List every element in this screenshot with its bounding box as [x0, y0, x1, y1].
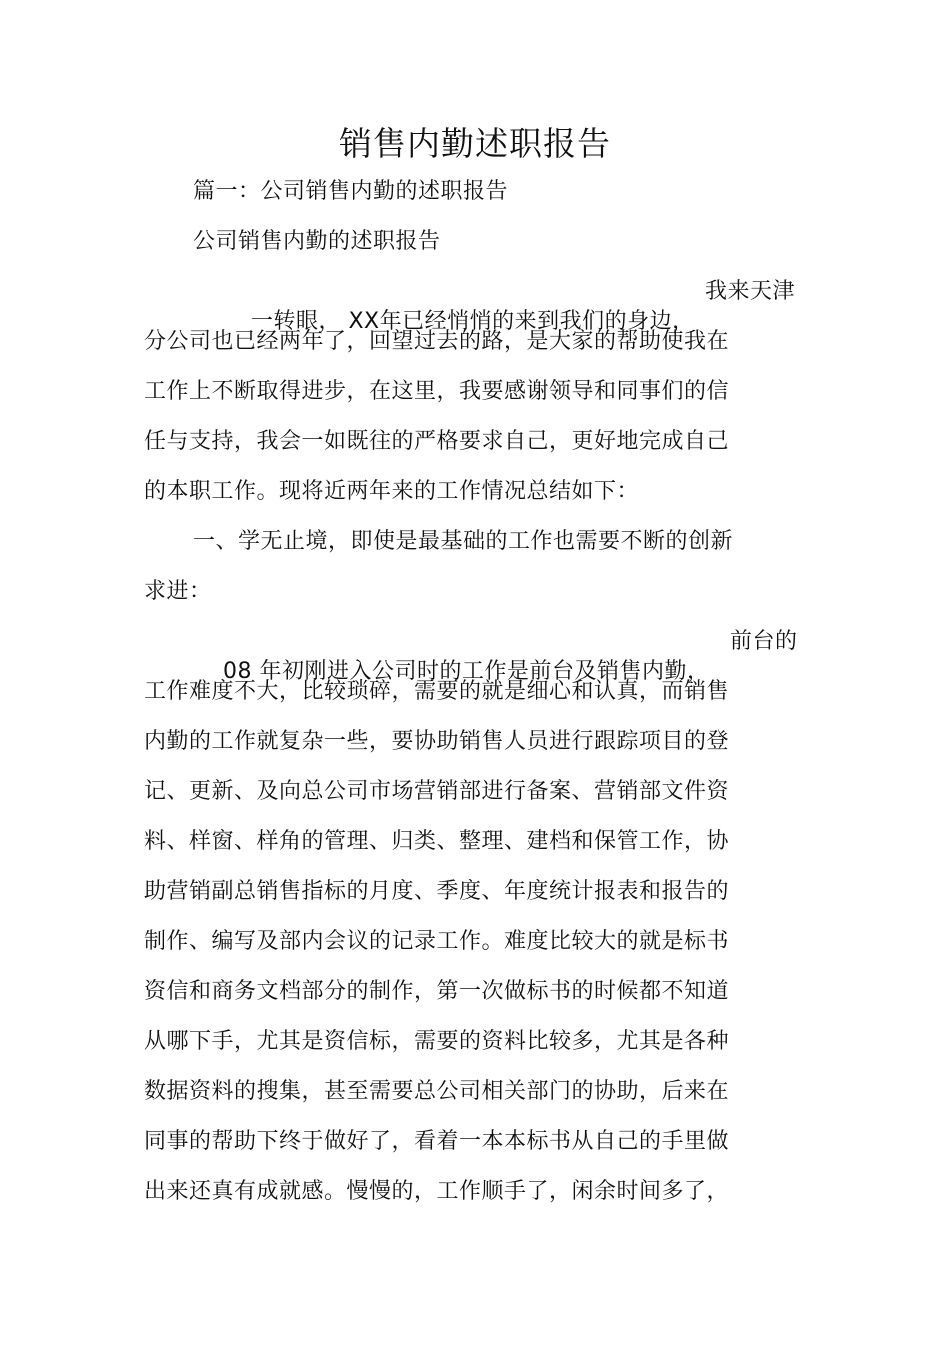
paragraph-line-text: 一转眼， XX年已经悄悄的来到我们的身边，: [250, 309, 695, 334]
section-heading: 篇一：公司销售内勤的述职报告: [193, 179, 509, 204]
paragraph-line: 内勤的工作就复杂一些，要协助销售人员进行跟踪项目的登: [144, 729, 730, 754]
paragraph-line-tail: 前台的: [730, 629, 798, 654]
paragraph-line: 从哪下手，尤其是资信标，需要的资料比较多，尤其是各种: [144, 1029, 730, 1054]
paragraph-line: 分公司也已经两年了，回望过去的路，是大家的帮助使我在: [144, 329, 730, 354]
document-title: 销售内勤述职报告: [339, 124, 611, 163]
paragraph-line: 同事的帮助下终于做好了，看着一本本标书从自己的手里做: [144, 1129, 730, 1154]
paragraph-line: 的本职工作。现将近两年来的工作情况总结如下：: [144, 479, 640, 504]
section-heading: 一、学无止境，即使是最基础的工作也需要不断的创新: [193, 529, 734, 554]
paragraph-line-text: 08 年初刚进入公司时的工作是前台及销售内勤，: [222, 659, 710, 684]
paragraph-line: 数据资料的搜集，甚至需要总公司相关部门的协助，后来在: [144, 1079, 730, 1104]
subtitle-line: 公司销售内勤的述职报告: [193, 229, 441, 254]
paragraph-line: 助营销副总销售指标的月度、季度、年度统计报表和报告的: [144, 879, 730, 904]
paragraph-line-tail: 我来天津: [705, 279, 796, 304]
paragraph-line: 料、样窗、样角的管理、归类、整理、建档和保管工作，协: [144, 829, 730, 854]
paragraph-line: 工作上不断取得进步，在这里，我要感谢领导和同事们的信: [144, 379, 730, 404]
paragraph-line: 记、更新、及向总公司市场营销部进行备案、营销部文件资: [144, 779, 730, 804]
paragraph-line: 求进：: [144, 579, 212, 604]
paragraph-line: 制作、编写及部内会议的记录工作。难度比较大的就是标书: [144, 929, 730, 954]
paragraph-line: 工作难度不大，比较琐碎，需要的就是细心和认真，而销售: [144, 679, 730, 704]
paragraph-line: 任与支持，我会一如既往的严格要求自己，更好地完成自己: [144, 429, 730, 454]
paragraph-line: 出来还真有成就感。慢慢的，工作顺手了，闲余时间多了，: [144, 1179, 730, 1204]
paragraph-line: 资信和商务文档部分的制作，第一次做标书的时候都不知道: [144, 979, 730, 1004]
